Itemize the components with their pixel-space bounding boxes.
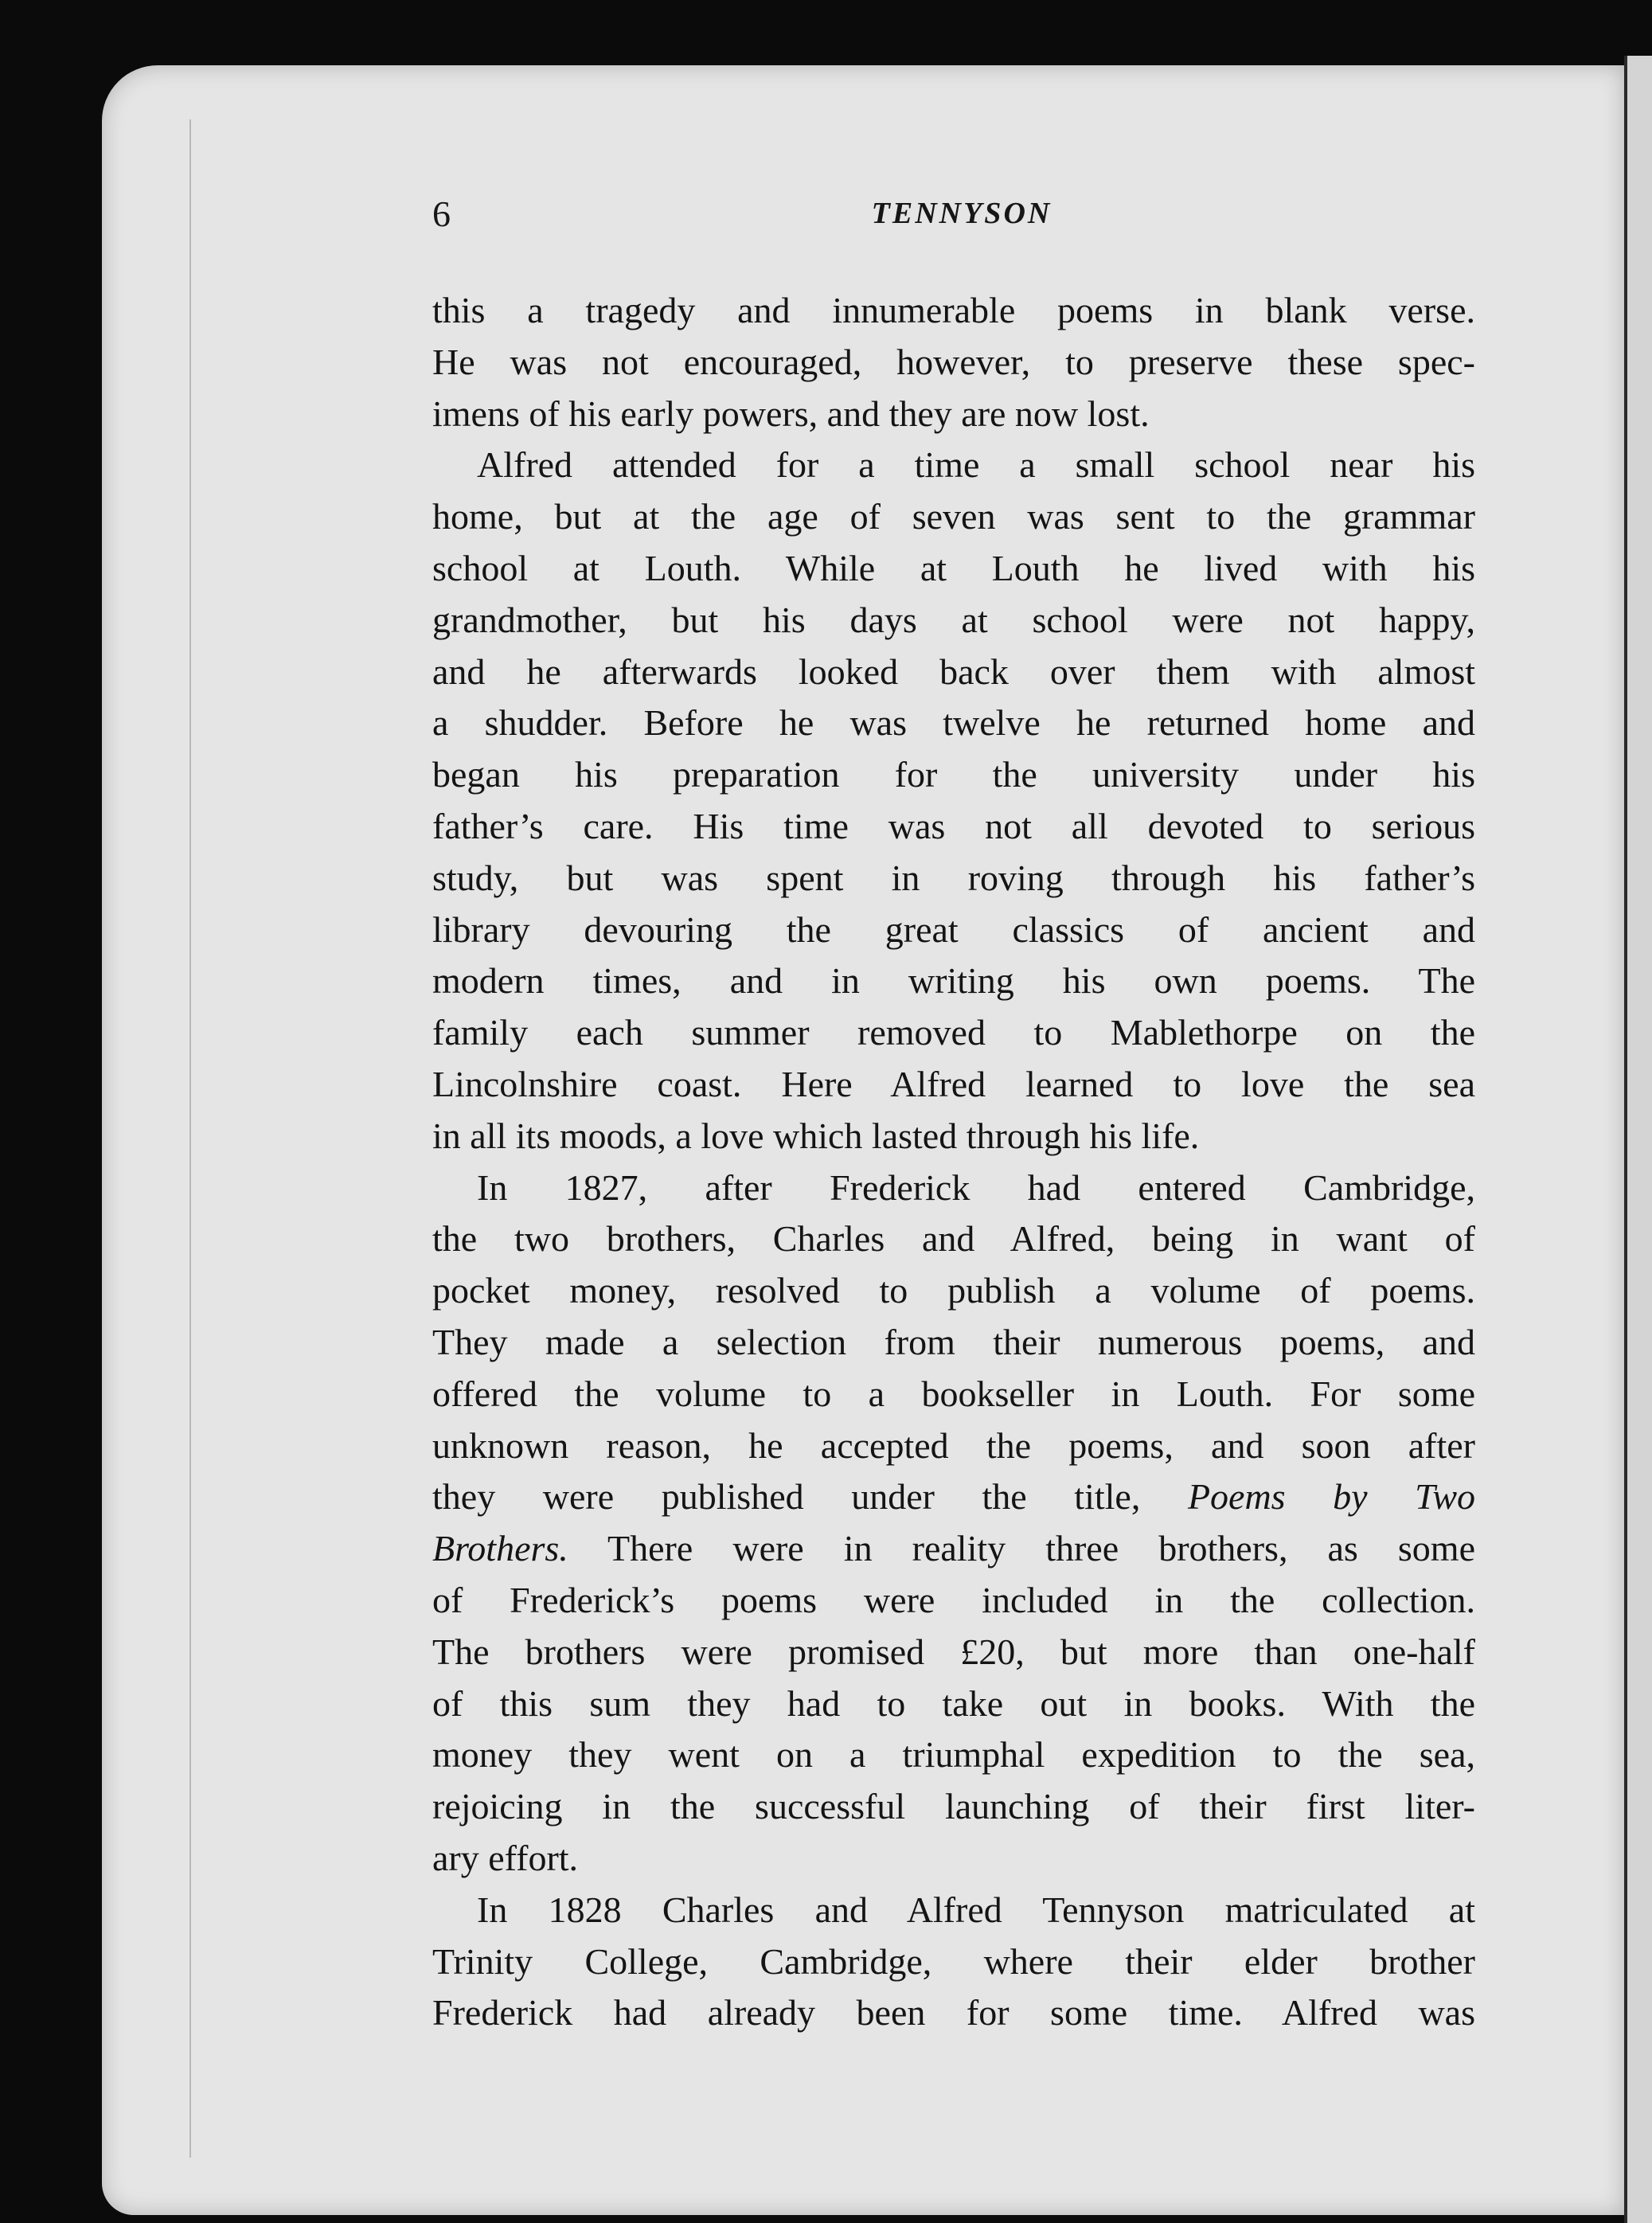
running-head bbox=[432, 193, 1475, 244]
text-line bbox=[432, 543, 1475, 595]
body-text bbox=[432, 285, 1475, 2039]
text-line bbox=[432, 337, 1475, 389]
text-line bbox=[432, 389, 1475, 440]
line-text: Trinity College, Cambridge, where their elder brother bbox=[432, 1940, 1475, 1982]
line-text: money they went on a triumphal expedition to the sea, bbox=[432, 1734, 1475, 1776]
text-line bbox=[432, 904, 1475, 956]
line-text: In 1827, after Frederick had entered Cambridge, bbox=[477, 1166, 1475, 1208]
line-text: father’s care. His time was not all devoted to serious bbox=[432, 805, 1475, 846]
text-line bbox=[432, 955, 1475, 1007]
line-text: and he afterwards looked back over them with almost bbox=[432, 650, 1475, 692]
text-line bbox=[432, 647, 1475, 698]
text-line bbox=[432, 1317, 1475, 1369]
line-text: in all its moods, a love which lasted through his life. bbox=[432, 1115, 1200, 1156]
text-line bbox=[432, 595, 1475, 647]
running-title: TENNYSON bbox=[871, 197, 1053, 230]
text-line bbox=[432, 1627, 1475, 1678]
line-text: modern times, and in writing his own poems. The bbox=[432, 960, 1475, 1002]
line-text: family each summer removed to Mablethorpe on the bbox=[432, 1012, 1475, 1053]
line-text: study, but was spent in roving through his father’s bbox=[432, 857, 1475, 898]
text-line bbox=[432, 1575, 1475, 1627]
text-line bbox=[432, 697, 1475, 749]
page-number: 6 bbox=[432, 193, 451, 234]
text-line bbox=[432, 1162, 1475, 1214]
line-text: a shudder. Before he was twelve he returned home and bbox=[432, 702, 1475, 744]
text-line bbox=[432, 1111, 1475, 1162]
line-text: rejoicing in the successful launching of their first liter- bbox=[432, 1786, 1475, 1827]
line-text: They made a selection from their numerous poems, and bbox=[432, 1321, 1475, 1362]
line-text: unknown reason, he accepted the poems, and soon after bbox=[432, 1424, 1475, 1466]
italic-title-text: Poems by Two bbox=[1187, 1476, 1476, 1518]
facing-page-edge bbox=[1624, 56, 1652, 2223]
line-text: Lincolnshire coast. Here Alfred learned to love the sea bbox=[432, 1063, 1475, 1104]
line-text: Frederick had already been for some time. Alfred was bbox=[432, 1992, 1475, 2034]
text-line bbox=[432, 1471, 1475, 1523]
text-line bbox=[432, 1987, 1475, 2039]
text-line bbox=[432, 1369, 1475, 1420]
line-text: grandmother, but his days at school were not happy, bbox=[432, 599, 1475, 640]
line-text: There were in reality three brothers, as some bbox=[568, 1528, 1475, 1569]
line-text: The brothers were promised £20, but more than one-half bbox=[432, 1631, 1475, 1672]
line-text: home, but at the age of seven was sent to the grammar bbox=[432, 496, 1475, 537]
text-line bbox=[432, 1678, 1475, 1730]
text-line bbox=[432, 440, 1475, 491]
text-line bbox=[432, 1885, 1475, 1936]
text-line bbox=[432, 1007, 1475, 1059]
line-text: began his preparation for the university under his bbox=[432, 754, 1475, 795]
line-text: library devouring the great classics of ancient and bbox=[432, 908, 1475, 950]
line-text: ary effort. bbox=[432, 1837, 579, 1878]
line-text: school at Louth. While at Louth he lived with his bbox=[432, 547, 1475, 588]
line-text: this a tragedy and innumerable poems in blank verse. bbox=[432, 290, 1475, 330]
line-text: He was not encouraged, however, to preserve these spec- bbox=[432, 341, 1475, 382]
text-line bbox=[432, 1781, 1475, 1833]
text-line bbox=[432, 1936, 1475, 1988]
text-line bbox=[432, 285, 1475, 337]
italic-title-text: Brothers. bbox=[432, 1528, 568, 1569]
line-text: In 1828 Charles and Alfred Tennyson matriculated at bbox=[477, 1889, 1475, 1930]
text-line bbox=[432, 1059, 1475, 1111]
text-line bbox=[432, 1833, 1475, 1885]
page-gutter-line bbox=[189, 119, 191, 2158]
line-text: imens of his early powers, and they are now lost. bbox=[432, 393, 1150, 434]
text-line bbox=[432, 801, 1475, 853]
line-text: Alfred attended for a time a small school near his bbox=[477, 444, 1475, 486]
text-line bbox=[432, 1523, 1475, 1575]
line-text: offered the volume to a bookseller in Louth. For some bbox=[432, 1373, 1475, 1414]
text-line bbox=[432, 853, 1475, 904]
text-line bbox=[432, 1420, 1475, 1472]
line-text: the two brothers, Charles and Alfred, being in want of bbox=[432, 1218, 1475, 1260]
line-text: of Frederick’s poems were included in the collection. bbox=[432, 1579, 1475, 1620]
text-line bbox=[432, 749, 1475, 801]
line-text: pocket money, resolved to publish a volume of poems. bbox=[432, 1270, 1475, 1311]
text-line bbox=[432, 1729, 1475, 1781]
text-line bbox=[432, 1265, 1475, 1317]
line-text: they were published under the title, bbox=[432, 1476, 1188, 1518]
line-text: of this sum they had to take out in books. With the bbox=[432, 1682, 1475, 1724]
text-line bbox=[432, 491, 1475, 543]
text-line bbox=[432, 1213, 1475, 1265]
